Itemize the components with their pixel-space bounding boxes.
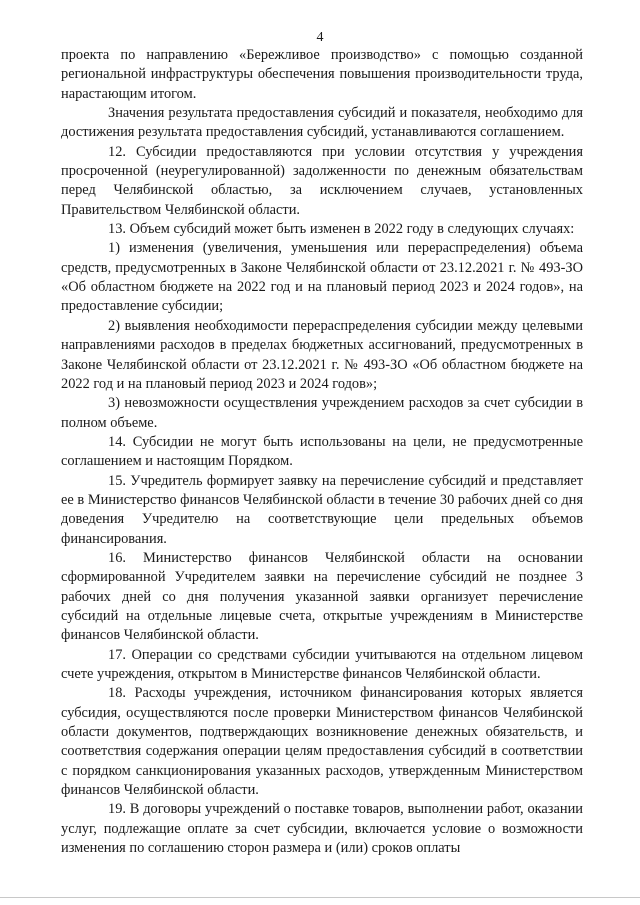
paragraph-item-13: 13. Объем субсидий может быть изменен в 2022 году в следующих случаях: [108,221,575,238]
paragraph-continuation: проекта по направлению «Бережливое производство» с помощью созданной региональной инфраструктуры обеспечения повышения производительности труда, нарастающим итогом. [61,47,583,102]
paragraph-item-13-3: 3) невозможности осуществления учреждением расходов за счет субсидии в полном объеме. [61,395,583,431]
page-number: 4 [316,30,324,45]
paragraph-item-13-1: 1) изменения (увеличения, уменьшения или перераспределения) объема средств, предусмотренных в Законе Челябинской области от 23.12.2021 г. № 493-ЗО «Об областном бюджете на 2022 год и на плановый период 2023 и 2024 годов», на предоставление субсидии; [61,240,583,315]
paragraph-results-values: Значения результата предоставления субсидий и показателя, необходимо для достижения результата предоставления субсидий, устанавливаются соглашением. [61,105,583,141]
page-bottom-edge [0,897,640,898]
paragraph-item-19: 19. В договоры учреждений о поставке товаров, выполнении работ, оказании услуг, подлежащие оплате за счет субсидии, включается условие о возможности изменения по соглашению сторон размера и (или) сроков оплаты [61,801,583,857]
paragraph-item-16: 16. Министерство финансов Челябинской области на основании сформированной Учредителем заявки на перечисление субсидий не позднее 3 рабочих дней со дня получения указанной заявки организует перечисление субсидий на отдельные лицевые счета, открытые учреждениям в Министерстве финансов Челябинской области. [61,549,583,644]
paragraph-item-15: 15. Учредитель формирует заявку на перечисление субсидий и представляет ее в Министерство финансов Челябинской области в течение 30 рабочих дней со дня доведения Учредителю на соответствующие цели предельных объемов финансирования. [61,472,583,547]
paragraph-item-18: 18. Расходы учреждения, источником финансирования которых является субсидия, осуществляются после проверки Министерством финансов Челябинской области документов, подтверждающих возникновение денежных обязательств, и соответствия содержания операции целям предоставления субсидий в соответствии с порядком санкционирования указанных расходов, утвержденным Министерством финансов Челябинской области. [61,685,583,799]
document-body [61,46,583,858]
paragraph-item-17: 17. Операции со средствами субсидии учитываются на отдельном лицевом счете учреждения, открытом в Министерстве финансов Челябинской области. [61,646,583,682]
paragraph-item-13-2: 2) выявления необходимости перераспределения субсидии между целевыми направлениями расходов в пределах бюджетных ассигнований, предусмотренных в Законе Челябинской области от 23.12.2021 г. № 493-ЗО «Об областном бюджете на 2022 год и на плановый период 2023 и 2024 годов»; [61,317,583,392]
paragraph-item-14: 14. Субсидии не могут быть использованы на цели, не предусмотренные соглашением и настоящим Порядком. [61,433,583,470]
paragraph-item-12: 12. Субсидии предоставляются при условии отсутствия у учреждения просроченной (неурегулированной) задолженности по денежным обязательствам перед Челябинской областью, за исключением случаев, установленных Правительством Челябинской области. [61,143,583,218]
